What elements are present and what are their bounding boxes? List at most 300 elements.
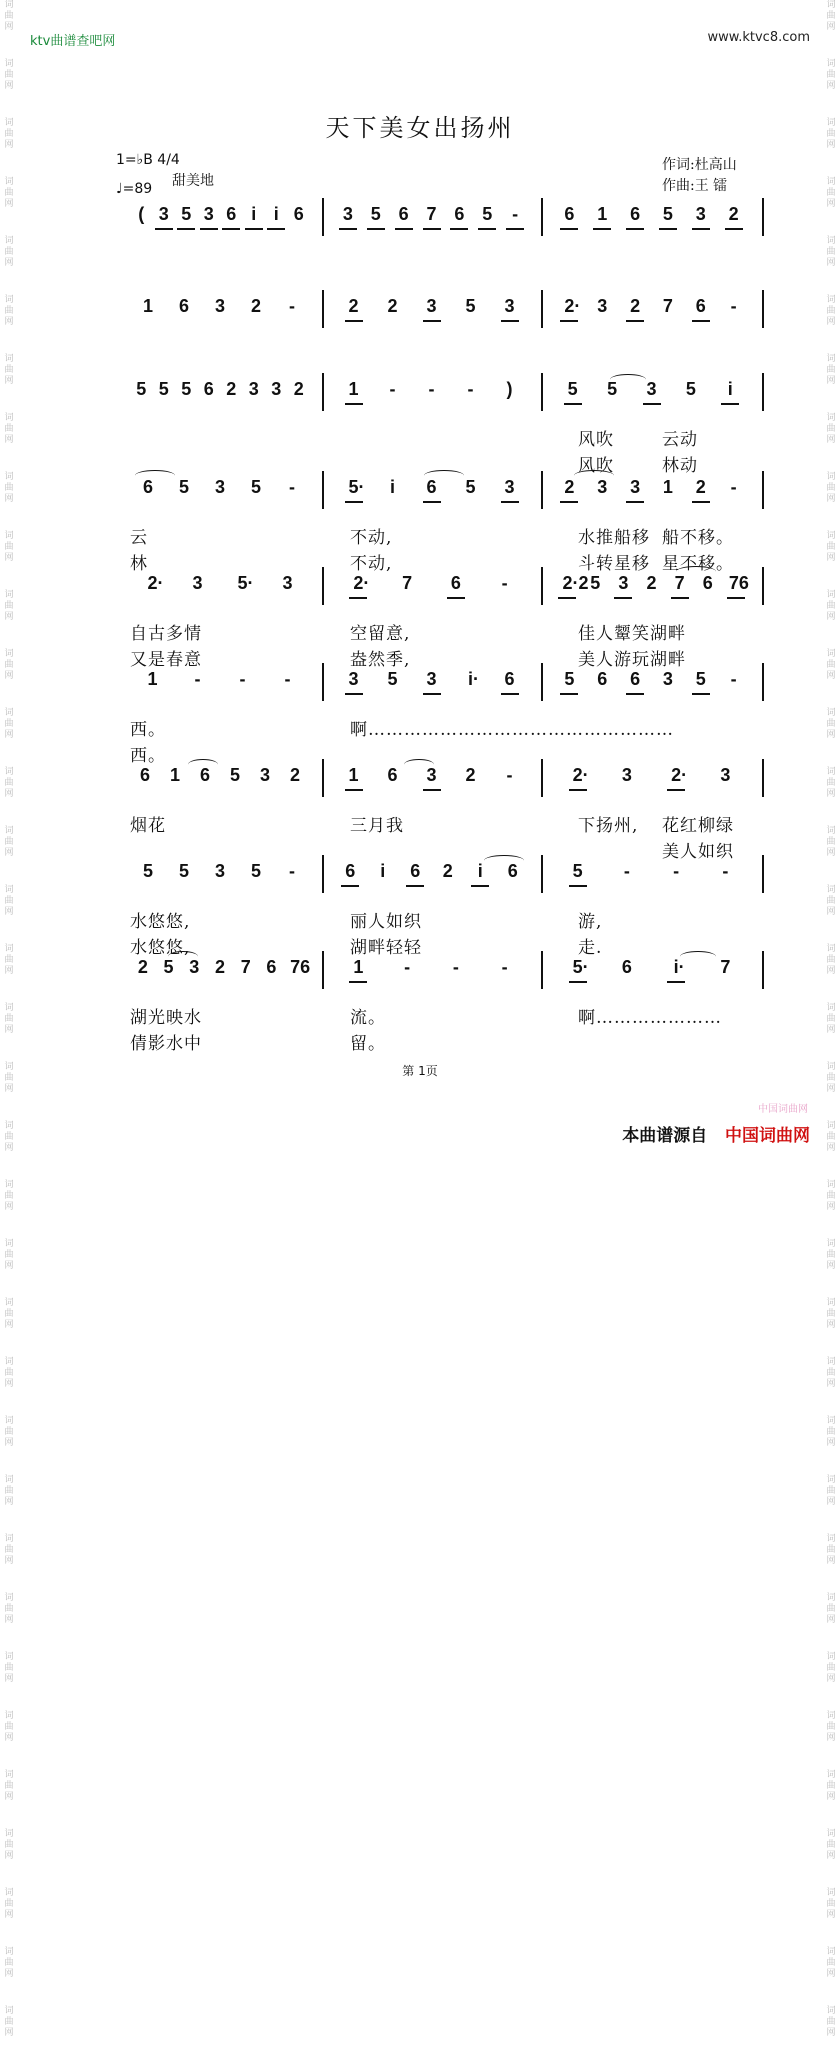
note: 6 <box>630 204 641 224</box>
underline <box>692 693 710 695</box>
watermark-char: 网 <box>826 1379 836 1389</box>
underline <box>659 228 677 230</box>
note: 5 <box>181 204 192 224</box>
underline <box>345 403 363 405</box>
watermark-char: 曲 <box>826 1073 836 1083</box>
underline <box>471 885 489 887</box>
watermark-char: 曲 <box>4 719 14 729</box>
lyric-text: 倩影水中 <box>130 1034 202 1054</box>
watermark-char: 曲 <box>826 1604 836 1614</box>
watermark-char: 网 <box>4 789 14 799</box>
watermark-char: 曲 <box>4 1663 14 1673</box>
note: 7 <box>720 957 731 977</box>
slur <box>680 951 716 962</box>
watermark-char: 词 <box>4 1829 14 1839</box>
note: - <box>512 204 519 224</box>
watermark-char: 曲 <box>4 306 14 316</box>
watermark-char: 词 <box>826 59 836 69</box>
slur <box>484 855 524 866</box>
note: 1 <box>169 765 180 785</box>
watermark-char: 网 <box>826 22 836 32</box>
watermark-char: 曲 <box>826 660 836 670</box>
watermark-char: 网 <box>826 81 836 91</box>
lyric-text: 斗转星移 <box>578 554 650 574</box>
lyric-text: 下扬州, <box>578 816 639 836</box>
slur <box>610 374 646 385</box>
watermark-char: 曲 <box>826 129 836 139</box>
watermark-char: 曲 <box>4 955 14 965</box>
watermark-char: 网 <box>4 1969 14 1979</box>
watermark-char: 网 <box>4 1084 14 1094</box>
watermark-char: 曲 <box>826 1132 836 1142</box>
watermark-char: 网 <box>826 1438 836 1448</box>
watermark-char: 词 <box>826 1593 836 1603</box>
note: 6 <box>426 477 437 497</box>
watermark-char: 曲 <box>4 778 14 788</box>
note: - <box>623 861 630 881</box>
watermark-char: 网 <box>826 1320 836 1330</box>
note: 2 <box>214 957 225 977</box>
watermark-char: 网 <box>4 730 14 740</box>
note: - <box>404 957 411 977</box>
bar-line <box>541 471 543 509</box>
lyric-text: 西。 <box>130 746 166 766</box>
watermark-char: 网 <box>826 1261 836 1271</box>
note: 2· <box>353 573 370 593</box>
lyric-text: 水悠悠, <box>130 938 191 958</box>
underline <box>395 228 413 230</box>
watermark-char: 曲 <box>826 11 836 21</box>
watermark-char: 曲 <box>826 778 836 788</box>
underline <box>569 981 587 983</box>
underline <box>671 597 689 599</box>
watermark-char: 曲 <box>4 1427 14 1437</box>
lyric-text: 流。 <box>350 1008 386 1028</box>
watermark-char: 曲 <box>4 483 14 493</box>
note: 6 <box>504 669 515 689</box>
composer-credit: 作曲:王 镭 <box>662 178 728 194</box>
watermark-char: 网 <box>826 1733 836 1743</box>
lyric-text: 空留意, <box>350 624 411 644</box>
underline <box>614 597 632 599</box>
watermark-char: 词 <box>826 1416 836 1426</box>
site-url-right[interactable]: www.ktvc8.com <box>707 30 810 45</box>
note: 2 <box>695 477 706 497</box>
watermark-char: 词 <box>826 1770 836 1780</box>
slur <box>168 951 198 962</box>
underline <box>478 228 496 230</box>
watermark-char: 曲 <box>826 1663 836 1673</box>
lyric-text: 啊…………………………………………… <box>350 720 674 740</box>
note: 5 <box>572 861 583 881</box>
watermark-char: 词 <box>826 118 836 128</box>
watermark-char: 网 <box>4 494 14 504</box>
watermark-char: 词 <box>4 1475 14 1485</box>
note: - <box>501 573 508 593</box>
note: 6 <box>387 765 398 785</box>
note: 6 <box>178 296 189 316</box>
watermark-char: 曲 <box>4 896 14 906</box>
watermark-char: 曲 <box>4 601 14 611</box>
lyric-text: 三月我 <box>350 816 404 836</box>
watermark-char: 词 <box>826 354 836 364</box>
note: 2 <box>442 861 453 881</box>
watermark-char: 网 <box>4 671 14 681</box>
underline <box>339 228 357 230</box>
underline <box>501 501 519 503</box>
note: 5 <box>465 477 476 497</box>
note: i <box>251 204 257 224</box>
source-prefix: 本曲谱源自 <box>622 1126 708 1146</box>
watermark-char: 词 <box>4 1534 14 1544</box>
note: 7 <box>240 957 251 977</box>
watermark-char: 词 <box>826 236 836 246</box>
watermark-char: 曲 <box>4 2017 14 2027</box>
watermark-char: 词 <box>826 0 836 10</box>
watermark-char: 词 <box>4 177 14 187</box>
watermark-char: 词 <box>826 1121 836 1131</box>
lyricist-credit: 作词:杜高山 <box>662 157 737 173</box>
underline <box>721 403 739 405</box>
watermark-char: 网 <box>826 258 836 268</box>
note: 3 <box>621 765 632 785</box>
watermark-char: 词 <box>826 1475 836 1485</box>
watermark-char: 网 <box>826 1674 836 1684</box>
note: 2· <box>671 765 688 785</box>
note: 3 <box>271 379 282 399</box>
note: 5 <box>158 379 169 399</box>
underline <box>692 228 710 230</box>
lyric-text: 不动, <box>350 528 393 548</box>
note: - <box>289 861 295 881</box>
watermark-char: 网 <box>826 1556 836 1566</box>
watermark-char: 网 <box>826 1792 836 1802</box>
note: 6 <box>621 957 632 977</box>
watermark-char: 网 <box>4 1733 14 1743</box>
watermark-char: 网 <box>826 789 836 799</box>
lyric-text: 星不移。 <box>662 554 734 574</box>
bar-line <box>762 567 764 605</box>
expression-marking: 甜美地 <box>172 173 214 189</box>
watermark-char: 曲 <box>826 306 836 316</box>
note: 5· <box>572 957 589 977</box>
watermark-char: 词 <box>4 295 14 305</box>
bar-line <box>762 373 764 411</box>
watermark-char: 曲 <box>826 1014 836 1024</box>
slur <box>574 470 614 481</box>
watermark-char: 网 <box>826 1084 836 1094</box>
note: - <box>452 957 459 977</box>
note: - <box>722 861 729 881</box>
watermark-char: 词 <box>4 1239 14 1249</box>
note: 2 <box>250 296 261 316</box>
watermark-char: 词 <box>826 708 836 718</box>
note: 3 <box>248 379 259 399</box>
watermark-char: 曲 <box>4 1899 14 1909</box>
bar-line <box>762 759 764 797</box>
underline <box>692 501 710 503</box>
bar-line <box>762 471 764 509</box>
note: 5 <box>482 204 493 224</box>
watermark-char: 曲 <box>4 1486 14 1496</box>
watermark-char: 词 <box>4 1770 14 1780</box>
underline <box>558 597 576 599</box>
watermark-char: 曲 <box>4 188 14 198</box>
note: 3 <box>214 477 225 497</box>
lyric-text: 水悠悠, <box>130 912 191 932</box>
note: 3 <box>618 573 629 593</box>
lyric-text: 水推船移 <box>578 528 650 548</box>
watermark-char: 曲 <box>826 247 836 257</box>
note: 3 <box>504 477 515 497</box>
note: 5 <box>163 957 174 977</box>
lyric-text: 游, <box>578 912 603 932</box>
note: 6 <box>139 765 150 785</box>
watermark-char: 网 <box>4 376 14 386</box>
watermark-char: 词 <box>4 767 14 777</box>
watermark-char: 曲 <box>4 1014 14 1024</box>
note: 6 <box>695 296 706 316</box>
note: 5 <box>250 477 261 497</box>
watermark-char: 曲 <box>4 837 14 847</box>
watermark-char: 曲 <box>826 601 836 611</box>
underline <box>626 501 644 503</box>
song-title: 天下美女出扬州 <box>325 114 515 142</box>
watermark-char: 词 <box>4 1947 14 1957</box>
watermark-char: 词 <box>826 472 836 482</box>
source-site-link[interactable]: 中国词曲网 <box>725 1126 810 1146</box>
watermark-char: 曲 <box>826 1368 836 1378</box>
underline <box>345 320 363 322</box>
watermark-char: 网 <box>826 730 836 740</box>
lyric-text: 船不移。 <box>662 528 734 548</box>
watermark-char: 词 <box>4 1298 14 1308</box>
underline <box>643 403 661 405</box>
note: 6 <box>203 379 214 399</box>
note: - <box>194 669 201 689</box>
bar-line <box>541 373 543 411</box>
note: 2 <box>646 573 657 593</box>
watermark-char: 曲 <box>4 1250 14 1260</box>
note: i· <box>468 669 479 689</box>
watermark-char: 曲 <box>4 1368 14 1378</box>
note: 3 <box>646 379 657 399</box>
note: - <box>501 957 508 977</box>
note: 2·2 <box>562 573 589 593</box>
note: 3 <box>720 765 731 785</box>
bar-line <box>541 198 543 236</box>
watermark-char: 词 <box>826 295 836 305</box>
watermark-char: 曲 <box>826 542 836 552</box>
underline <box>501 320 519 322</box>
watermark-char: 词 <box>4 944 14 954</box>
watermark-char: 曲 <box>4 660 14 670</box>
note: 6 <box>142 477 153 497</box>
note: 2 <box>564 477 575 497</box>
underline <box>506 228 524 230</box>
note: 1 <box>348 379 359 399</box>
underline <box>406 885 424 887</box>
watermark-char: 曲 <box>826 1958 836 1968</box>
page-number: 第 1页 <box>402 1064 438 1078</box>
note: 6 <box>702 573 713 593</box>
watermark-char: 词 <box>826 1652 836 1662</box>
watermark-char: 曲 <box>826 1486 836 1496</box>
watermark-char: 词 <box>4 1357 14 1367</box>
watermark-char: 网 <box>4 1792 14 1802</box>
watermark-char: 网 <box>826 1497 836 1507</box>
note: 2 <box>348 296 359 316</box>
note: 3 <box>214 296 225 316</box>
note: i <box>727 379 733 399</box>
underline <box>349 597 367 599</box>
watermark-char: 词 <box>826 1534 836 1544</box>
lyric-text: 烟花 <box>130 816 166 836</box>
watermark-char: 网 <box>826 612 836 622</box>
watermark-char: 曲 <box>4 1073 14 1083</box>
watermark-char: 网 <box>826 671 836 681</box>
lyric-text: 自古多情 <box>130 624 202 644</box>
note: 3 <box>662 669 673 689</box>
note: 5 <box>685 379 696 399</box>
watermark-char: 词 <box>826 413 836 423</box>
watermark-char: 网 <box>826 494 836 504</box>
site-name-left[interactable]: ktv曲谱查吧网 <box>30 34 116 49</box>
note: 2 <box>387 296 398 316</box>
note: 5 <box>178 861 189 881</box>
bar-line <box>322 471 324 509</box>
watermark-char: 曲 <box>4 1309 14 1319</box>
note: 3 <box>214 861 225 881</box>
watermark-char: 网 <box>4 435 14 445</box>
note: 3 <box>189 957 200 977</box>
underline <box>569 885 587 887</box>
watermark-char: 词 <box>826 531 836 541</box>
watermark-char: 网 <box>826 376 836 386</box>
watermark-char: 曲 <box>826 424 836 434</box>
watermark-char: 网 <box>826 1025 836 1035</box>
watermark-char: 网 <box>826 966 836 976</box>
watermark-char: 词 <box>4 531 14 541</box>
note: - <box>506 765 513 785</box>
lyric-text: 盎然季, <box>350 650 411 670</box>
site-logo-watermark: 中国词曲网 <box>758 1104 808 1115</box>
note: 5 <box>250 861 261 881</box>
lyric-text: 湖光映水 <box>130 1008 202 1028</box>
watermark-char: 词 <box>4 0 14 10</box>
note: 7 <box>402 573 413 593</box>
note: 5 <box>564 669 575 689</box>
watermark-char: 词 <box>4 472 14 482</box>
watermark-char: 网 <box>4 140 14 150</box>
watermark-char: 词 <box>826 1947 836 1957</box>
watermark-char: 词 <box>4 826 14 836</box>
underline <box>349 981 367 983</box>
note: 6 <box>266 957 277 977</box>
key-signature: 1=♭B 4/4 <box>116 152 180 168</box>
source-credit[interactable] <box>622 1121 810 1146</box>
note: 1 <box>662 477 673 497</box>
watermark-char: 词 <box>4 413 14 423</box>
watermark-char: 词 <box>826 1180 836 1190</box>
note: 5 <box>590 573 601 593</box>
underline <box>200 228 218 230</box>
note: 7 <box>426 204 437 224</box>
watermark-char: 网 <box>4 22 14 32</box>
lyric-text: 啊………………… <box>578 1008 722 1028</box>
underline <box>564 403 582 405</box>
note: - <box>289 296 295 316</box>
watermark-char: 词 <box>4 590 14 600</box>
note: 5 <box>229 765 240 785</box>
note: - <box>428 379 435 399</box>
watermark-char: 网 <box>4 907 14 917</box>
watermark-char: 曲 <box>826 1427 836 1437</box>
watermark-char: 网 <box>4 1910 14 1920</box>
watermark-char: 词 <box>826 1239 836 1249</box>
bar-line <box>322 759 324 797</box>
lyric-text: 云 <box>130 528 148 548</box>
watermark-char: 曲 <box>826 365 836 375</box>
watermark-char: 词 <box>826 885 836 895</box>
watermark-char: 曲 <box>826 1250 836 1260</box>
slur <box>135 470 175 481</box>
note: i <box>477 861 483 881</box>
watermark-char: 网 <box>4 848 14 858</box>
watermark-char: 词 <box>826 767 836 777</box>
watermark-char: 词 <box>4 1593 14 1603</box>
watermark-char: 曲 <box>4 1781 14 1791</box>
watermark-char: 网 <box>4 1320 14 1330</box>
watermark-char: 曲 <box>826 2017 836 2027</box>
underline <box>345 501 363 503</box>
watermark-char: 网 <box>4 2028 14 2038</box>
note: 6 <box>564 204 575 224</box>
underline <box>560 501 578 503</box>
watermark-char: 曲 <box>826 1840 836 1850</box>
watermark-char: 网 <box>4 81 14 91</box>
underline <box>725 228 743 230</box>
underline <box>560 693 578 695</box>
note: - <box>673 861 680 881</box>
underline <box>560 228 578 230</box>
slur <box>676 566 716 577</box>
watermark-char: 曲 <box>826 1545 836 1555</box>
bar-line <box>322 198 324 236</box>
watermark-char: 词 <box>4 1121 14 1131</box>
bar-line <box>541 855 543 893</box>
underline <box>560 320 578 322</box>
lyric-text: 走. <box>578 938 603 958</box>
lyric-text: 林动 <box>662 456 698 476</box>
watermark-char: 曲 <box>4 1191 14 1201</box>
note: i <box>389 477 395 497</box>
underline <box>447 597 465 599</box>
bar-line <box>541 663 543 701</box>
watermark-char: 词 <box>826 1003 836 1013</box>
watermark-char: 网 <box>4 1674 14 1684</box>
note: i· <box>673 957 685 977</box>
watermark-char: 网 <box>826 1202 836 1212</box>
note: 3 <box>597 296 608 316</box>
note: 1 <box>142 296 153 316</box>
note: 3 <box>426 669 437 689</box>
watermark-char: 词 <box>4 2006 14 2016</box>
underline <box>423 320 441 322</box>
underline <box>593 228 611 230</box>
watermark-char: 词 <box>826 944 836 954</box>
note: 6 <box>398 204 409 224</box>
